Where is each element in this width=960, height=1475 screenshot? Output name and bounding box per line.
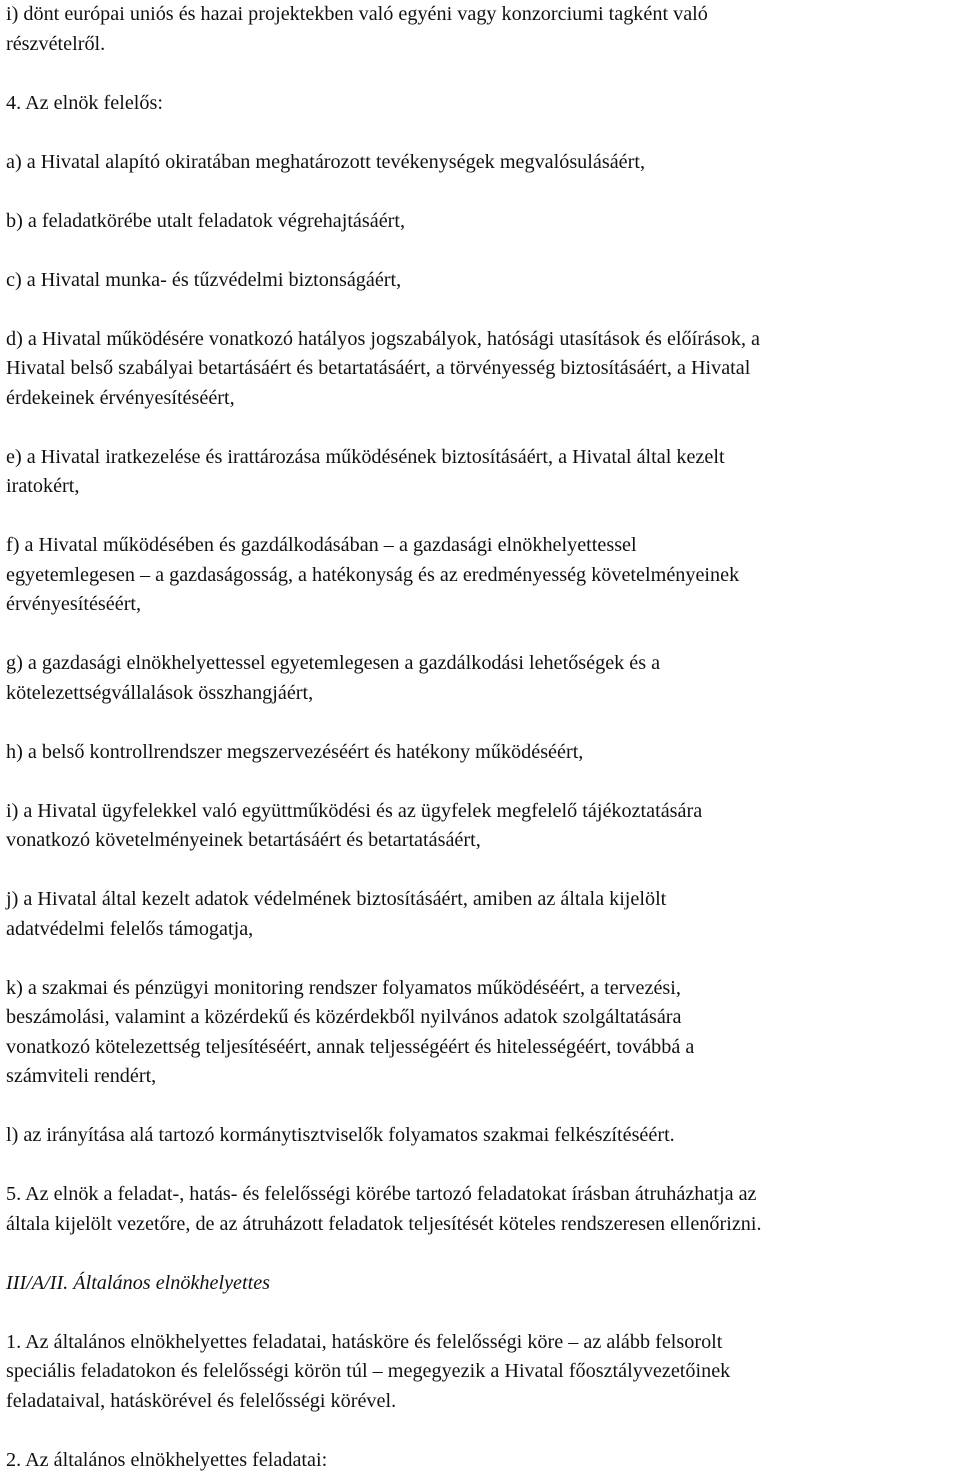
paragraph-2-vice-president-tasks: 2. Az általános elnökhelyettes feladatai: bbox=[6, 1448, 328, 1471]
section-heading-general-vice-president: III/A/II. Általános elnökhelyettes bbox=[6, 1271, 271, 1294]
list-item-4c: c) a Hivatal munka- és tűzvédelmi biztonságáért, bbox=[6, 268, 402, 291]
paragraph-i-eu-projects: i) dönt európai uniós és hazai projektekben való egyéni vagy konzorciumi tagként való részvételről. bbox=[6, 3, 708, 55]
list-item-4f: f) a Hivatal működésében és gazdálkodásában – a gazdasági elnökhelyettessel egyetemlegesen – a gazdaságosság, a hatékonyság és az eredményesség követelményeinek érvényesítéséért, bbox=[6, 534, 740, 615]
list-item-4a: a) a Hivatal alapító okiratában meghatározott tevékenységek megvalósulásáért, bbox=[6, 150, 646, 173]
list-item-4h: h) a belső kontrollrendszer megszervezéséért és hatékony működéséért, bbox=[6, 740, 584, 763]
list-item-4k: k) a szakmai és pénzügyi monitoring rendszer folyamatos működéséért, a tervezési, beszámolási, valamint a közérdekű és közérdekből nyilvános adatok szolgáltatására vonatkozó kötelezettség teljesítéséért, annak teljességéért és hitelességéért, továbbá a számviteli rendért, bbox=[6, 976, 695, 1087]
list-item-4g: g) a gazdasági elnökhelyettessel egyetemlegesen a gazdálkodási lehetőségek és a kötelezettségvállalások összhangjáért, bbox=[6, 652, 661, 704]
list-item-4b: b) a feladatkörébe utalt feladatok végrehajtásáért, bbox=[6, 209, 406, 232]
list-item-4d: d) a Hivatal működésére vonatkozó hatályos jogszabályok, hatósági utasítások és előírások, a Hivatal belső szabályai betartásáért és betartatásáért, a törvényesség biztosításáért, a Hivatal érdekeinek érvényesítéséért, bbox=[6, 327, 761, 409]
list-item-4l: l) az irányítása alá tartozó kormánytisztviselők folyamatos szakmai felkészítéséért. bbox=[6, 1124, 675, 1146]
list-item-4i: i) a Hivatal ügyfelekkel való együttműködési és az ügyfelek megfelelő tájékoztatására vonatkozó követelményeinek betartásáért és betartatásáért, bbox=[6, 799, 703, 851]
paragraph-4-president-responsible: 4. Az elnök felelős: bbox=[6, 91, 163, 114]
list-item-4j: j) a Hivatal által kezelt adatok védelmének biztosításáért, amiben az általa kijelölt adatvédelmi felelős támogatja, bbox=[6, 888, 667, 940]
document-page bbox=[6, 0, 956, 1475]
list-item-4e: e) a Hivatal iratkezelése és irattározása működésének biztosításáért, a Hivatal által kezelt iratokért, bbox=[6, 445, 725, 497]
paragraph-1-vice-president-duties: 1. Az általános elnökhelyettes feladatai, hatásköre és felelősségi köre – az alább felsorolt speciális feladatokon és felelősségi körön túl – megegyezik a Hivatal főosztályvezetőinek feladataival, hatáskörével és felelősségi körével. bbox=[6, 1330, 731, 1412]
paragraph-5-delegation: 5. Az elnök a feladat-, hatás- és felelősségi körébe tartozó feladatokat írásban átruházhatja az általa kijelölt vezetőre, de az átruházott feladatok teljesítését köteles rendszeresen ellenőrizni. bbox=[6, 1183, 762, 1235]
